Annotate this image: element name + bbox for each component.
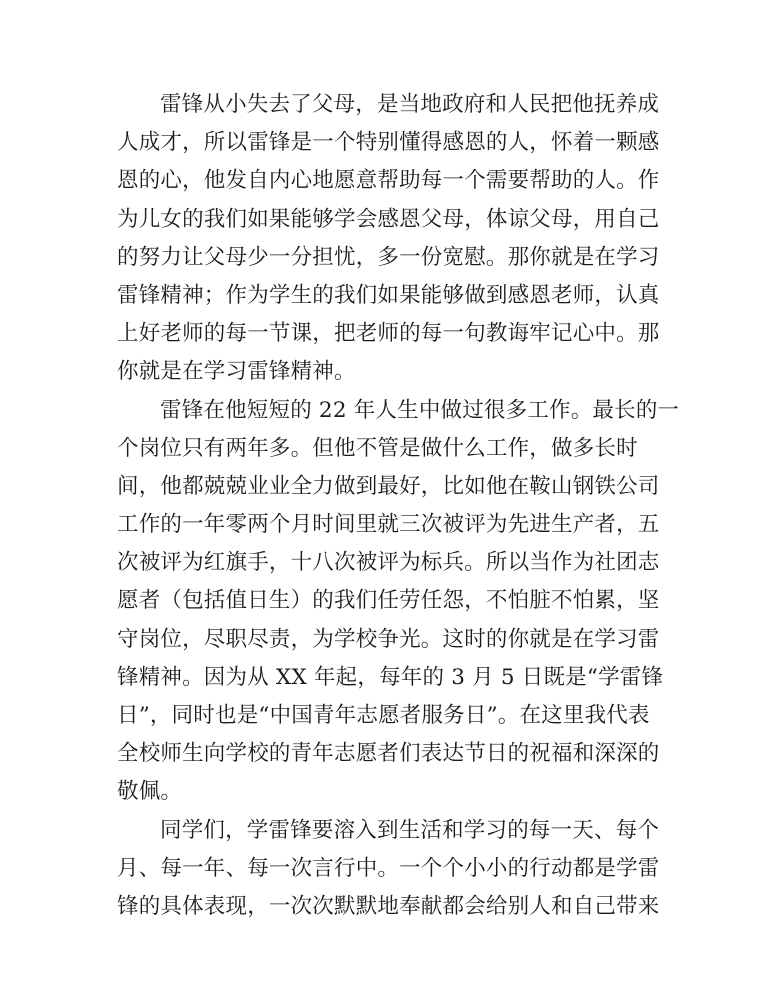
text-line: 工作的一年零两个月时间里就三次被评为先进生产者，五: [117, 512, 660, 538]
text-line: 同学们，学雷锋要溶入到生活和学习的每一天、每个: [160, 817, 660, 843]
text-line: 的努力让父母少一分担忧，多一份宽慰。那你就是在学习: [117, 244, 660, 270]
paragraph-3: [117, 812, 660, 927]
text-line: 个岗位只有两年多。但他不管是做什么工作，做多长时: [117, 435, 638, 461]
paragraph-1: [117, 86, 660, 392]
paragraph-2: [117, 392, 680, 812]
text-line: 次被评为红旗手，十八次被评为标兵。所以当作为社团志: [117, 550, 660, 576]
text-line: 间，他都兢兢业业全力做到最好，比如他在鞍山钢铁公司: [117, 473, 660, 499]
text-line: 敬佩。: [117, 779, 183, 805]
text-line: 愿者（包括值日生）的我们任劳任怨，不怕脏不怕累，坚: [117, 588, 660, 614]
text-line: 全校师生向学校的青年志愿者们表达节日的祝福和深深的: [117, 741, 660, 767]
text-line: 锋的具体表现，一次次默默地奉献都会给别人和自己带来: [117, 893, 660, 919]
text-line: 恩的心，他发自内心地愿意帮助每一个需要帮助的人。作: [117, 168, 660, 194]
text-line: 日”，同时也是“中国青年志愿者服务日”。在这里我代表: [117, 703, 650, 728]
text-line: 锋精神。因为从 XX 年起，每年的 3 月 5 日既是“学雷锋: [117, 664, 664, 690]
document-body: [117, 86, 680, 926]
text-line: 人成才，所以雷锋是一个特别懂得感恩的人，怀着一颗感: [117, 130, 660, 156]
text-line: 月、每一年、每一次言行中。一个个小小的行动都是学雷: [117, 855, 660, 881]
text-line: 雷锋在他短短的 22 年人生中做过很多工作。最长的一: [160, 397, 680, 423]
text-line: 为儿女的我们如果能够学会感恩父母，体谅父母，用自己: [117, 206, 660, 232]
text-line: 上好老师的每一节课，把老师的每一句教诲牢记心中。那: [117, 321, 660, 347]
text-line: 守岗位，尽职尽责，为学校争光。这时的你就是在学习雷: [117, 626, 660, 652]
text-line: 你就是在学习雷锋精神。: [117, 359, 356, 385]
text-line: 雷锋精神；作为学生的我们如果能够做到感恩老师，认真: [117, 282, 660, 308]
text-line: 雷锋从小失去了父母，是当地政府和人民把他抚养成: [160, 92, 660, 117]
